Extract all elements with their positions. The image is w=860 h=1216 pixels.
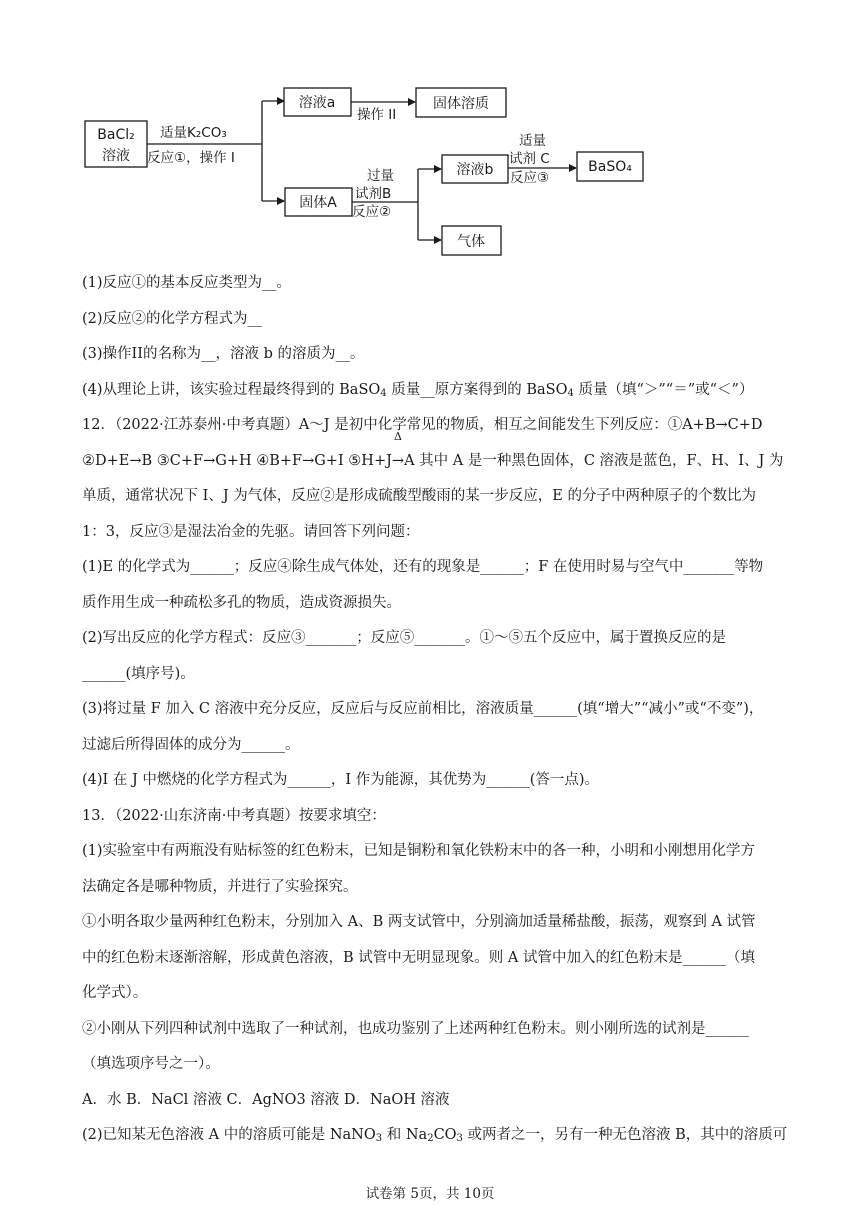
q13-part2-g: 或两者之一，另有一种无色溶液 B，其中的溶质可 [462,1127,788,1143]
step1-label-bottom: 反应①，操作 I [147,150,235,166]
step2-label-3: 反应② [352,204,392,220]
q12-part2-a: (2)写出反应的化学方程式：反应③_______；反应⑤_______。①～⑤五个反应中，属于置换反应的是 [82,630,727,646]
q13-part2-sub1: 3 [375,1133,383,1144]
q12-part3-b: 过滤后所得固体的成分为______。 [82,736,300,753]
arrow-glyph: → [391,452,405,469]
step3-label-3: 反应③ [510,170,550,186]
q12-reactions [82,429,784,480]
q12-line4: 1：3，反应③是湿法冶金的先驱。请回答下列问题： [82,523,420,540]
delta-mark: Δ [394,429,402,443]
step2-label-1: 过量 [367,168,394,184]
step3-label-2: 试剂 C [509,151,550,167]
q12-part1-b: 质作用生成一种疏松多孔的物质，造成资源损失。 [82,594,401,611]
solid-a-text: 固体A [299,195,337,211]
step3-label-1: 适量 [519,133,546,149]
q13-part2-sub2: 2 [427,1133,434,1144]
q13-part2-c: 和 Na [382,1127,428,1143]
gas-text: 气体 [457,234,485,250]
q13-part1-a: (1)实验室中有两瓶没有贴标签的红色粉末，已知是铜粉和氧化铁粉末中的各一种，小明和小刚想用化学方 [82,843,756,859]
q13-part2-a: (2)已知某无色溶液 A 中的溶质可能是 NaNO [82,1127,376,1143]
solution-a-text: 溶液a [298,95,336,111]
q13-c2-a: ②小刚从下列四种试剂中选取了一种试剂，也成功鉴别了上述两种红色粉末。则小刚所选的试剂是______ [82,1020,749,1037]
q12-part4: (4)I 在 J 中燃烧的化学方程式为______，I 作为能源，其优势为______(答一点)。 [82,772,600,788]
q11-part4-sub2: 4 [567,387,574,399]
q12-head: 12．（2022·江苏泰州·中考真题）A～J 是初中化学常见的物质，相互之间能发生下列反应：①A+B→C+D [82,417,763,433]
bacl2-solution-text: 溶液 [102,148,130,164]
q13-c2-b: （填选项序号之一）。 [82,1056,220,1072]
q13-part2 [82,1118,788,1154]
q11-part4 [82,373,780,409]
q13-head: 13．（2022·山东济南·中考真题）按要求填空： [82,807,386,824]
q11-part4-e: 质量（填“＞”“＝”或“＜”） [573,381,754,398]
q13-c1-b: 中的红色粉末逐渐溶解，形成黄色溶液，B 试管中无明显现象。则 A 试管中加入的红色粉末是______（填 [82,949,755,966]
page-footer: 试卷第 5页，共 10页 [365,1186,495,1202]
q13-part2-sub3: 3 [456,1133,463,1144]
q12-line3: 单质，通常状况下 I、J 为气体，反应②是形成硫酸型酸雨的某一步反应，E 的分子中两种原子的个数比为 [82,488,756,504]
flow-diagram [0,0,860,262]
operation2-label: 操作 II [357,107,397,123]
q11-part4-c: 质量__原方案得到的 BaSO [386,381,568,398]
q11-part1: (1)反应①的基本反应类型为__。 [82,275,292,291]
q13-options: A．水 B．NaCl 溶液 C．AgNO3 溶液 D．NaOH 溶液 [82,1091,450,1108]
q13-c1-a: ①小明各取少量两种红色粉末，分别加入 A、B 两支试管中，分别滴加适量稀盐酸，振荡，观察到 A 试管 [82,914,756,930]
q11-part2: (2)反应②的化学方程式为__ [82,310,263,327]
q12-part1-a: (1)E 的化学式为______；反应④除生成气体处，还有的现象是______；F 在使用时易与空气中_______等物 [82,559,764,575]
q11-part3: (3)操作II的名称为__，溶液 b 的溶质为__。 [82,346,365,362]
question-text [82,266,788,1154]
q12-reactions-b: A 其中 A 是一种黑色固体，C 溶液是蓝色，F、H、I、J 为 [404,452,784,469]
q11-part4-a: (4)从理论上讲，该实验过程最终得到的 BaSO [82,381,381,398]
q12-part2-b: ______(填序号)。 [82,665,195,682]
q11-part4-sub1: 4 [380,387,387,399]
solid-solute-text: 固体溶质 [433,96,489,112]
q13-part2-e: CO [433,1127,457,1143]
bacl2-text: BaCl₂ [97,127,135,143]
step1-label-top: 适量K₂CO₃ [160,125,227,141]
flow-diagram-svg [0,0,860,262]
baso4-text: BaSO₄ [588,159,632,175]
solution-b-text: 溶液b [456,162,494,178]
q13-part1-b: 法确定各是哪种物质，并进行了实验探究。 [82,878,358,895]
q12-reactions-a: ②D+E→B ③C+F→G+H ④B+F→G+I ⑤H+J [82,452,392,469]
q13-c1-c: 化学式）。 [82,985,148,1001]
heat-arrow [391,429,405,480]
q12-part3-a: (3)将过量 F 加入 C 溶液中充分反应，反应后与反应前相比，溶液质量______(填“增大”“减小”或“不变”)， [82,701,764,717]
step2-label-2: 试剂B [355,186,392,202]
